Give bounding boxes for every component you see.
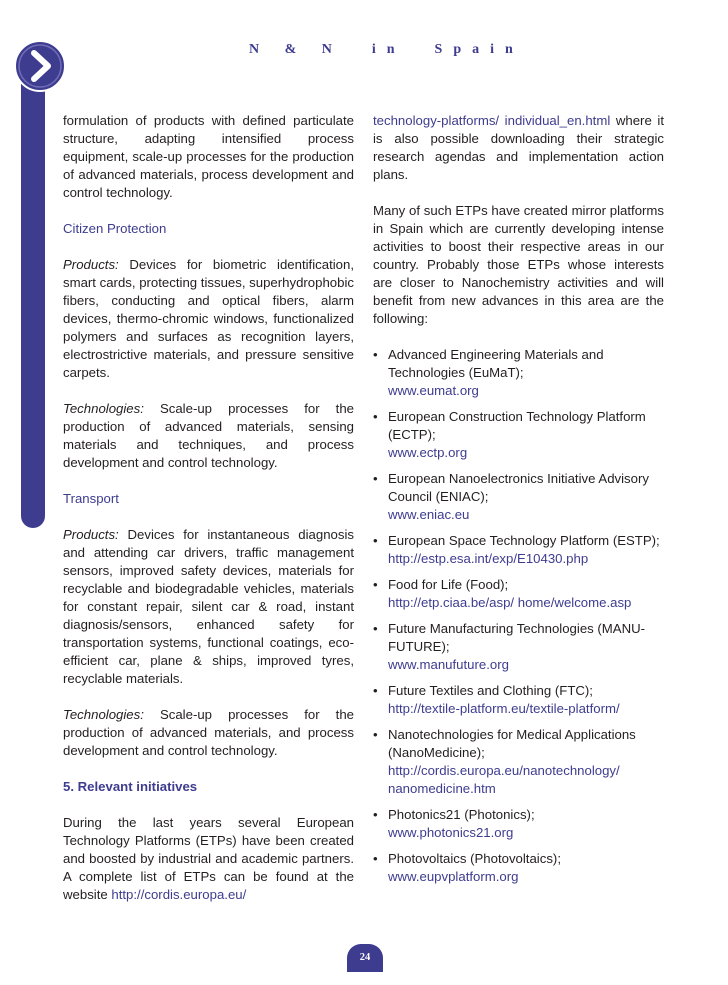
etp-url-link[interactable]: http://cordis.europa.eu/nanotechnology/ nanomedicine.htm xyxy=(388,763,620,796)
etp-name: Future Manufacturing Technologies (MANU-FUTURE); xyxy=(388,621,646,654)
technologies-text: Scale-up processes for the production of advanced materials, and process development and control technology. xyxy=(63,707,354,758)
technologies-label: Technologies: xyxy=(63,707,144,722)
bullet-icon: • xyxy=(373,727,378,742)
running-header: N & N in Spain xyxy=(249,42,524,57)
products-text: Devices for biometric identification, smart cards, protecting tissues, superhydrophobic fibers, conducting and optical fibers, alarm devices, thermo-chromic windows, functionalized polymers and surfaces as recognition layers, electrostrictive materials, and pressure sensitive carpets. xyxy=(63,257,354,380)
products-label: Products: xyxy=(63,527,119,542)
technologies-label: Technologies: xyxy=(63,401,144,416)
bullet-icon: • xyxy=(373,409,378,424)
section-text: During the last years several European Technology Platforms (ETPs) have been created and boosted by industrial and academic partners. A complete list of ETPs can be found at the website xyxy=(63,815,354,902)
etp-name: European Nanoelectronics Initiative Advisory Council (ENIAC); xyxy=(388,471,649,504)
sidebar-section-label: NANOCHEMISTRY xyxy=(26,209,40,371)
cordis-link[interactable]: http://cordis.europa.eu/ xyxy=(111,887,247,902)
etp-url-link[interactable]: http://estp.esa.int/exp/E10430.php xyxy=(388,551,589,566)
section-title: 5. Relevant initiatives xyxy=(63,779,198,794)
bullet-icon: • xyxy=(373,683,378,698)
bullet-icon: • xyxy=(373,471,378,486)
transport-heading: Transport xyxy=(63,491,119,506)
products-text: Devices for instantaneous diagnosis and attending car drivers, traffic management sensors, improved safety devices, materials for recyclable and biodegradable vehicles, materials for constant repair, silent car & road, instant diagnosis/sensors, enhanced safety for transportation systems, functional coatings, eco-efficient car, plane & ships, improved tyres, recyclable materials. xyxy=(63,527,354,686)
citizen-products-paragraph xyxy=(63,256,354,382)
etp-url-link[interactable]: www.eupvplatform.org xyxy=(388,869,519,884)
etp-name: European Construction Technology Platform (ECTP); xyxy=(388,409,646,442)
etp-name: Advanced Engineering Materials and Technologies (EuMaT); xyxy=(388,347,604,380)
etp-list-item xyxy=(373,470,664,524)
etp-list-item xyxy=(373,532,664,568)
etp-name: Future Textiles and Clothing (FTC); xyxy=(388,683,593,698)
continuation-text: where it is also possible downloading their strategic research agendas and implementation action plans. xyxy=(373,113,664,182)
etp-name: Food for Life (Food); xyxy=(388,577,509,592)
etp-name: European Space Technology Platform (ESTP); xyxy=(388,533,660,548)
bullet-icon: • xyxy=(373,533,378,548)
etp-url-link[interactable]: http://etp.ciaa.be/asp/ home/welcome.asp xyxy=(388,595,632,610)
bullet-icon: • xyxy=(373,347,378,362)
etp-url-link[interactable]: www.eumat.org xyxy=(388,383,479,398)
citizen-protection-heading: Citizen Protection xyxy=(63,221,167,236)
etp-url-link[interactable]: http://textile-platform.eu/textile-platform/ xyxy=(388,701,620,716)
etp-list-item xyxy=(373,346,664,400)
chevron-right-icon xyxy=(12,38,68,94)
continuation-paragraph xyxy=(373,112,664,184)
etp-name: Photonics21 (Photonics); xyxy=(388,807,535,822)
etp-list-item xyxy=(373,576,664,612)
etp-list-item xyxy=(373,806,664,842)
etp-url-link[interactable]: www.ectp.org xyxy=(388,445,468,460)
etp-url-link[interactable]: www.photonics21.org xyxy=(388,825,514,840)
transport-technologies-paragraph xyxy=(63,706,354,760)
etp-name: Photovoltaics (Photovoltaics); xyxy=(388,851,561,866)
bullet-icon: • xyxy=(373,807,378,822)
bullet-icon: • xyxy=(373,577,378,592)
etp-list xyxy=(373,346,664,886)
platforms-link[interactable]: technology-platforms/ individual_en.html xyxy=(373,113,611,128)
intro-paragraph: formulation of products with defined particulate structure, adapting intensified process equipment, scale-up processes for the production of advanced materials, process development and control technology. xyxy=(63,113,354,200)
right-column xyxy=(373,112,664,894)
technologies-text: Scale-up processes for the production of advanced materials, sensing materials and techniques, and process development and control technology. xyxy=(63,401,354,470)
etp-list-item xyxy=(373,408,664,462)
page-number: 24 xyxy=(347,944,383,972)
section-paragraph xyxy=(63,814,354,904)
transport-products-paragraph xyxy=(63,526,354,688)
etp-list-item xyxy=(373,726,664,798)
citizen-technologies-paragraph xyxy=(63,400,354,472)
left-column xyxy=(63,112,354,904)
bullet-icon: • xyxy=(373,851,378,866)
etp-url-link[interactable]: www.manufuture.org xyxy=(388,657,509,672)
etp-url-link[interactable]: www.eniac.eu xyxy=(388,507,470,522)
etp-list-item xyxy=(373,682,664,718)
etp-list-item xyxy=(373,620,664,674)
products-label: Products: xyxy=(63,257,119,272)
etp-name: Nanotechnologies for Medical Applications (NanoMedicine); xyxy=(388,727,636,760)
etp-list-item xyxy=(373,850,664,886)
mirror-platforms-paragraph: Many of such ETPs have created mirror platforms in Spain which are currently developing intense activities to boost their respective areas in our country. Probably those ETPs whose interests are closer to Nanochemistry activities and will benefit from new advances in this area are the following: xyxy=(373,203,664,326)
bullet-icon: • xyxy=(373,621,378,636)
